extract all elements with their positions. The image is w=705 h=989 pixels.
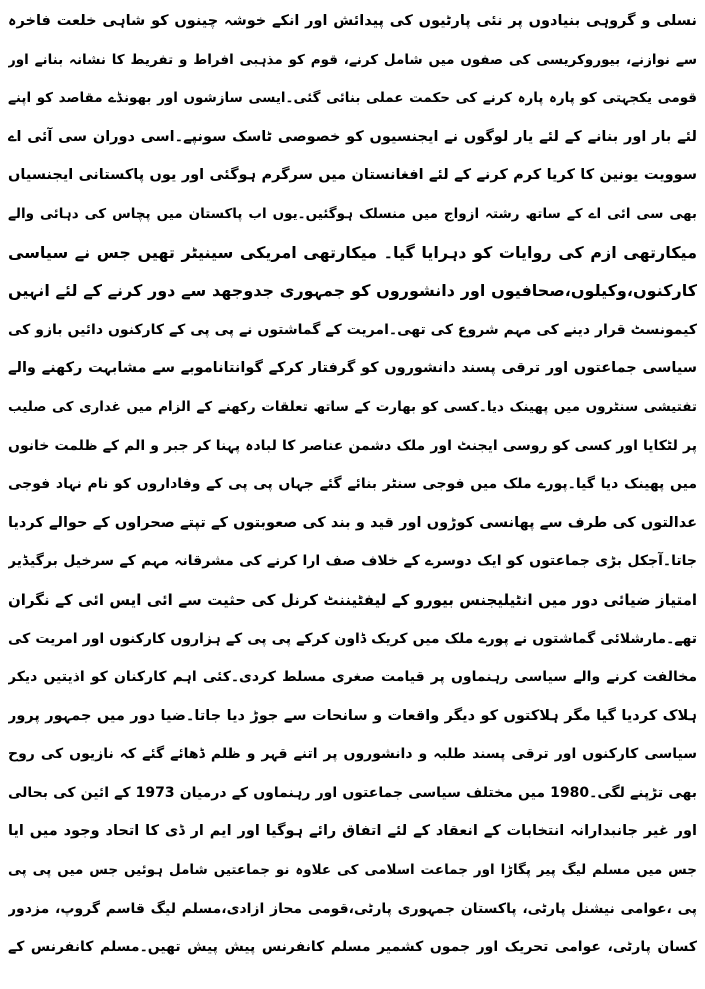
text-line: جاتا۔آجکل بڑی جماعتوں کو ایک دوسرے کے خلاف صف ارا کرنے کی مشرقانہ مہم کے سرخیل برگیڈیر: [8, 553, 697, 570]
text-line: قومی یکجہتی کو پارہ پارہ کرنے کی حکمت عملی بنائی گئی۔ایسی سازشوں اور بھونڈے مقاصد کو اپنے: [8, 90, 697, 107]
text-line: میں پھینک دیا گیا۔پورے ملک میں فوجی سنٹر بنائے گئے جہاں پی پی کے وفاداروں کو نام نہاد فوجی: [8, 476, 697, 493]
text-line: میکارتھی ازم کی روایات کو دہرایا گیا۔ میکارتھی امریکی سینیٹر تھیں جس نے سیاسی: [8, 242, 697, 262]
text-line: عدالتوں کی طرف سے پھانسی کوڑوں اور قید و بند کی صعوبتوں کے تپتے صحراوں کے حوالے کردیا: [8, 514, 697, 531]
text-line: مخالفت کرنے والے سیاسی رہنماوں پر قیامت صغری مسلط کردی۔کئی اہم کارکنان کو اذیتیں دیکر: [8, 669, 697, 686]
text-line: ہلاک کردیا گیا مگر ہلاکتوں کو دیگر واقعات و سانحات سے جوڑ دیا جاتا۔ضیا دور میں جمہور پرور: [8, 707, 697, 724]
text-line: تفتیشی سنٹروں میں پھینک دیا۔کسی کو بھارت کے ساتھ تعلقات رکھنے کے الزام میں غداری کی صلیب: [8, 398, 697, 415]
text-line: امتیاز ضیائی دور میں انٹیلیجنس بیورو کے لیفٹیننٹ کرنل کی حثیت سے ائی ایس ائی کے نگران: [8, 590, 697, 609]
text-line: سیاسی کارکنوں اور ترقی پسند طلبہ و دانشوروں پر اتنے قہر و ظلم ڈھائے گئے کہ نازیوں کی روح: [8, 746, 697, 763]
text-line: کارکنوں،وکیلوں،صحافیوں اور دانشوروں کو جمہوری جدوجھد سے دور کرنے کے لئے انہیں: [8, 281, 697, 301]
text-line: نسلی و گروہی بنیادوں پر نئی پارٹیوں کی پیدائش اور انکے خوشہ چینوں کو شاہی خلعت فاخرہ: [8, 13, 697, 29]
text-line: جس میں مسلم لیگ پیر پگاڑا اور جماعت اسلامی کی علاوہ نو جماعتیں شامل ہوئیں جس میں پی پی: [8, 862, 697, 879]
text-line: سے نوازنے، بیوروکریسی کی صفوں میں شامل کرنے، قوم کو مذہبی افراط و تفریط کا نشانہ بنانے اور: [8, 51, 697, 68]
text-line: پی ،عوامی نیشنل پارٹی، پاکستان جمہوری پارٹی،قومی محاز ازادی،مسلم لیگ قاسم گروپ، مزدور: [8, 900, 697, 917]
text-line: کیمونسٹ قرار دینے کی مہم شروع کی تھی۔امریت کے گماشتوں نے پی پی کے کارکنوں دائیں بازو کی: [8, 321, 697, 338]
text-line: اور غیر جانبدارانہ انتخابات کے انعقاد کے لئے اتفاق رائے ہوگیا اور ایم ار ڈی کا اتحاد وجود میں ایا: [8, 823, 697, 840]
text-line: تھے۔مارشلائی گماشتوں نے پورے ملک میں کریک ڈاون کرکے پی پی کے ہزاروں کارکنوں اور امریت کی: [8, 630, 697, 647]
text-line: سوویت یونین کا کریا کرم کرنے کے لئے افغانستان میں سرگرم ہوگئی اور یوں پاکستانی ایجنسیاں: [8, 167, 697, 184]
text-line: پر لٹکایا اور کسی کو روسی ایجنٹ اور ملک دشمن عناصر کا لبادہ پہنا کر جبر و الم کے ظلمت خانوں: [8, 437, 697, 454]
text-line: لئے بار اور بنانے کے لئے یار لوگوں نے ایجنسیوں کو خصوصی ٹاسک سونپے۔اسی دوران سی آئی اے: [8, 128, 697, 145]
text-line: بھی تڑپنے لگی۔1980 میں مختلف سیاسی جماعتوں اور رہنماوں کے درمیان 1973 کے ائین کی بحالی: [8, 784, 697, 801]
text-column: [8, 2, 697, 967]
text-line: کسان پارٹی، عوامی تحریک اور جموں کشمیر مسلم کانفرنس پیش پیش تھیں۔مسلم کانفرنس کے: [8, 939, 697, 956]
text-line: بھی سی ائی اے کے ساتھ رشتہ ازواج میں منسلک ہوگئیں۔یوں اب پاکستان میں پچاس کی دہائی والے: [8, 205, 697, 222]
text-line: سیاسی جماعتوں اور ترقی پسند دانشوروں کو گرفتار کرکے گوانتاناموبے سے مشابہت رکھنے والے: [8, 360, 697, 377]
